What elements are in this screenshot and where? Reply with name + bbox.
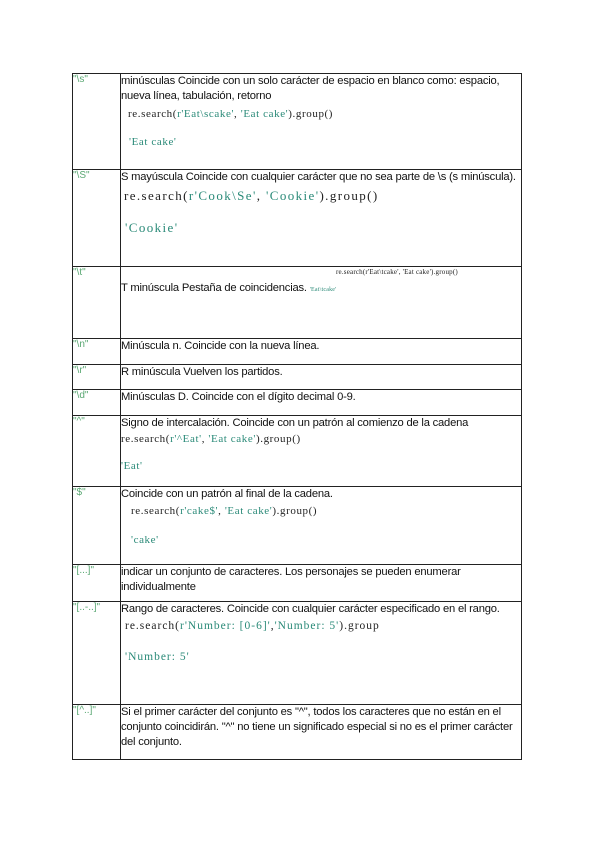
code-example	[336, 267, 486, 277]
regex-description-cell	[121, 267, 522, 339]
code-pattern: r'Cook\Se'	[188, 188, 257, 203]
regex-symbol: "^"	[73, 416, 121, 487]
code-example	[124, 188, 521, 203]
code-suffix: ).group()	[319, 188, 379, 203]
code-example	[121, 432, 521, 447]
code-suffix: ).group()	[431, 268, 458, 276]
code-suffix: ).group	[339, 620, 380, 632]
code-example	[128, 107, 521, 122]
regex-description-cell	[121, 487, 522, 565]
regex-description: Si el primer carácter del conjunto es "^", todos los caracteres que no están en el conjunto coincidirán. "^" no tiene un significado especial si no es el primer carácter del conjunto.	[121, 705, 522, 760]
regex-description-cell	[121, 416, 522, 487]
regex-symbol: "\S"	[73, 170, 121, 267]
table-row	[73, 74, 522, 170]
table-row	[73, 487, 522, 565]
code-prefix: re.search(	[128, 108, 178, 120]
table-row	[73, 365, 522, 390]
code-pattern: r'cake$'	[180, 505, 219, 517]
code-string: 'Number: 5'	[274, 620, 340, 632]
code-pattern: r'Number: [0-6]'	[180, 620, 271, 632]
regex-description: Minúsculas D. Coincide con el dígito decimal 0-9.	[121, 390, 522, 416]
code-separator: ,	[398, 268, 403, 276]
regex-description-cell	[121, 74, 522, 170]
table-row	[73, 390, 522, 416]
regex-symbol: "$"	[73, 487, 121, 565]
regex-description: Signo de intercalación. Coincide con un patrón al comienzo de la cadena	[121, 417, 469, 429]
regex-reference-table	[72, 73, 522, 760]
code-separator: ,	[256, 188, 266, 203]
table-row	[73, 705, 522, 760]
code-output: 'Eat'	[121, 460, 143, 472]
code-string: 'Eat cake'	[240, 108, 289, 120]
code-separator: ,	[234, 108, 241, 120]
regex-description: Minúscula n. Coincide con la nueva línea.	[121, 339, 522, 365]
regex-description: T minúscula Pestaña de coincidencias.	[121, 282, 307, 294]
code-prefix: re.search(	[336, 268, 366, 276]
code-prefix: re.search(	[121, 433, 171, 445]
regex-symbol: "\s"	[73, 74, 121, 170]
code-pattern: r'^Eat'	[170, 433, 202, 445]
table-row	[73, 339, 522, 365]
code-suffix: ).group()	[272, 505, 318, 517]
code-separator: ,	[270, 620, 275, 632]
regex-description: indicar un conjunto de caracteres. Los personajes se pueden enumerar individualmente	[121, 565, 522, 602]
code-prefix: re.search(	[131, 505, 181, 517]
regex-description-cell	[121, 170, 522, 267]
code-output: 'Cookie'	[125, 220, 179, 235]
regex-description: Rango de caracteres. Coincide con cualquier carácter especificado en el rango.	[121, 603, 500, 615]
code-string: 'Eat cake'	[402, 268, 432, 276]
regex-description: S mayúscula Coincide con cualquier carácter que no sea parte de \s (s minúscula).	[121, 171, 516, 183]
regex-symbol: "\r"	[73, 365, 121, 390]
regex-symbol: "\n"	[73, 339, 121, 365]
code-output: 'Number: 5'	[125, 651, 190, 663]
code-output: 'Eat\tcake'	[309, 287, 337, 293]
code-prefix: re.search(	[125, 620, 181, 632]
regex-symbol: "[..-..]"	[73, 602, 121, 705]
code-output: 'Eat cake'	[129, 136, 177, 148]
regex-symbol: "[^..]"	[73, 705, 121, 760]
code-prefix: re.search(	[124, 188, 189, 203]
table-row	[73, 602, 522, 705]
code-example	[131, 504, 521, 519]
code-suffix: ).group()	[288, 108, 334, 120]
code-pattern: r'Eat\scake'	[177, 108, 235, 120]
code-example	[125, 619, 521, 634]
code-string: 'Cookie'	[266, 188, 320, 203]
code-string: 'Eat cake'	[224, 505, 273, 517]
table-row	[73, 267, 522, 339]
regex-symbol: "\d"	[73, 390, 121, 416]
regex-symbol: "[...]"	[73, 565, 121, 602]
table-row	[73, 416, 522, 487]
code-suffix: ).group()	[255, 433, 301, 445]
regex-symbol: "\t"	[73, 267, 121, 339]
table-row	[73, 170, 522, 267]
code-separator: ,	[201, 433, 209, 445]
code-string: 'Eat cake'	[208, 433, 256, 445]
regex-description-cell	[121, 602, 522, 705]
regex-description: R minúscula Vuelven los partidos.	[121, 365, 522, 390]
regex-description: minúsculas Coincide con un solo carácter de espacio en blanco como: espacio, nueva línea, tabulación, retorno	[121, 75, 500, 102]
code-output: 'cake'	[131, 534, 159, 546]
code-separator: ,	[218, 505, 225, 517]
regex-description: Coincide con un patrón al final de la cadena.	[121, 488, 333, 500]
code-pattern: r'Eat\tcake'	[365, 268, 399, 276]
table-row	[73, 565, 522, 602]
